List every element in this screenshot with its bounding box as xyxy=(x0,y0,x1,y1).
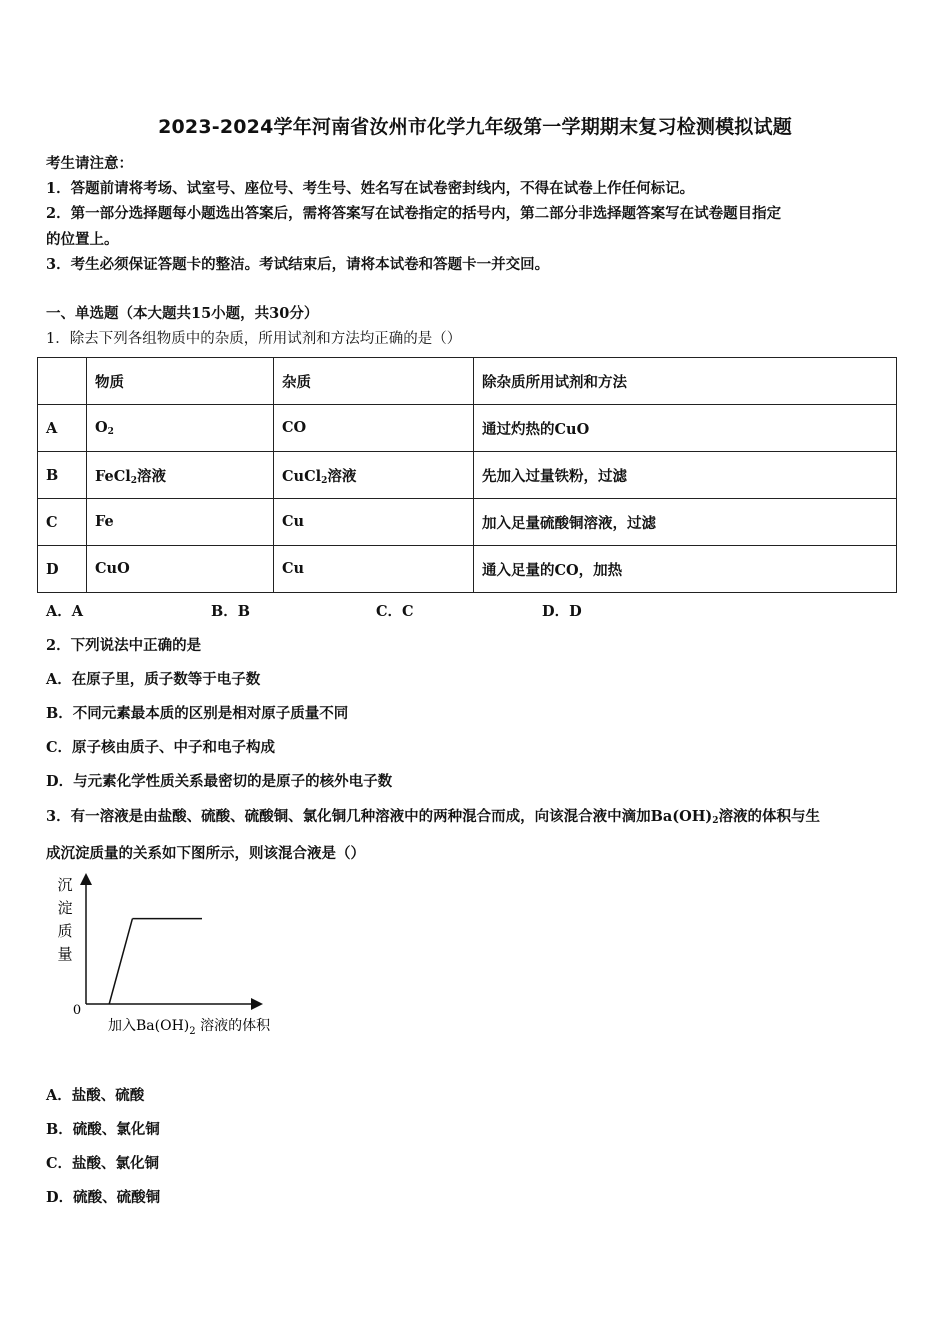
notice-heading: 考生请注意： xyxy=(46,155,133,172)
q3-stem-line2: 成沉淀质量的关系如下图所示，则该混合液是（） xyxy=(46,845,365,862)
q1-option-a[interactable]: A．A xyxy=(46,603,84,620)
method-cell: 先加入过量铁粉，过滤 xyxy=(474,452,897,499)
q1-options xyxy=(46,600,906,620)
impurity-cell: CO xyxy=(274,405,474,452)
table-header-cell: 除杂质所用试剂和方法 xyxy=(474,358,897,405)
q1-option-d[interactable]: D．D xyxy=(542,603,582,620)
row-label: A xyxy=(38,405,87,452)
notice-item-1: 1．答题前请将考场、试室号、座位号、考生号、姓名写在试卷密封线内，不得在试卷上作任何标记。 xyxy=(46,180,695,197)
q1-option-c[interactable]: C．C xyxy=(376,603,414,620)
q2-stem: 2．下列说法中正确的是 xyxy=(46,637,202,654)
page-title: 2023-2024学年河南省汝州市化学九年级第一学期期末复习检测模拟试题 xyxy=(158,116,792,138)
impurity-cell: CuCl$_2$溶液 xyxy=(274,452,474,499)
table-row xyxy=(38,452,897,499)
q1-table xyxy=(37,357,897,593)
impurity-cell: Cu xyxy=(274,499,474,546)
y-label-char: 质 xyxy=(57,922,73,940)
y-label-char: 沉 xyxy=(57,876,73,894)
substance-cell: CuO xyxy=(87,546,274,593)
q3-option-c[interactable]: C．盐酸、氯化铜 xyxy=(46,1155,160,1172)
table-row xyxy=(38,405,897,452)
method-cell: 加入足量硫酸铜溶液，过滤 xyxy=(474,499,897,546)
row-label: D xyxy=(38,546,87,593)
q2-option-a[interactable]: A．在原子里，质子数等于电子数 xyxy=(46,671,261,688)
q3-option-b[interactable]: B．硫酸、氯化铜 xyxy=(46,1121,160,1138)
notice-item-2: 2．第一部分选择题每小题选出答案后，需将答案写在试卷指定的括号内，第二部分非选择题答案写在试卷题目指定 xyxy=(46,205,782,222)
q1-option-b[interactable]: B．B xyxy=(211,603,251,620)
impurity-cell: Cu xyxy=(274,546,474,593)
substance-cell: $O_2$ xyxy=(87,405,274,452)
q3-stem-line1: 3．有一溶液是由盐酸、硫酸、硫酸铜、氯化铜几种溶液中的两种混合而成，向该混合液中滴加$Ba(OH)_2$溶液的体积与生 xyxy=(46,808,821,826)
table-header-cell: 物质 xyxy=(87,358,274,405)
q3-chart xyxy=(48,868,318,1040)
substance-cell: Fe xyxy=(87,499,274,546)
x-axis-label: 加入$Ba(OH)_2$ 溶液的体积 xyxy=(108,1018,271,1037)
method-cell: 通过灼热的CuO xyxy=(474,405,897,452)
series-segment xyxy=(109,919,132,1004)
origin-label: 0 xyxy=(72,1003,82,1018)
method-cell: 通入足量的CO，加热 xyxy=(474,546,897,593)
notice-item-2-cont: 的位置上。 xyxy=(46,231,119,248)
table-row xyxy=(38,546,897,593)
y-label-char: 量 xyxy=(57,945,73,963)
table-header-cell xyxy=(38,358,87,405)
q2-option-b[interactable]: B．不同元素最本质的区别是相对原子质量不同 xyxy=(46,705,349,722)
q2-option-c[interactable]: C．原子核由质子、中子和电子构成 xyxy=(46,739,276,756)
table-header-cell: 杂质 xyxy=(274,358,474,405)
q3-option-a[interactable]: A．盐酸、硫酸 xyxy=(46,1087,145,1104)
q3-option-d[interactable]: D．硫酸、硫酸铜 xyxy=(46,1189,161,1206)
table-header-row xyxy=(38,358,897,405)
q2-option-d[interactable]: D．与元素化学性质关系最密切的是原子的核外电子数 xyxy=(46,773,393,790)
y-label-char: 淀 xyxy=(57,899,73,917)
substance-cell: FeCl$_2$溶液 xyxy=(87,452,274,499)
section-heading: 一、单选题（本大题共15小题，共30分） xyxy=(46,305,319,322)
q1-stem: 1．除去下列各组物质中的杂质，所用试剂和方法均正确的是（） xyxy=(46,331,462,347)
row-label: B xyxy=(38,452,87,499)
notice-item-3: 3．考生必须保证答题卡的整洁。考试结束后，请将本试卷和答题卡一并交回。 xyxy=(46,256,550,273)
row-label: C xyxy=(38,499,87,546)
precipitate-series xyxy=(109,919,202,1004)
table-row xyxy=(38,499,897,546)
